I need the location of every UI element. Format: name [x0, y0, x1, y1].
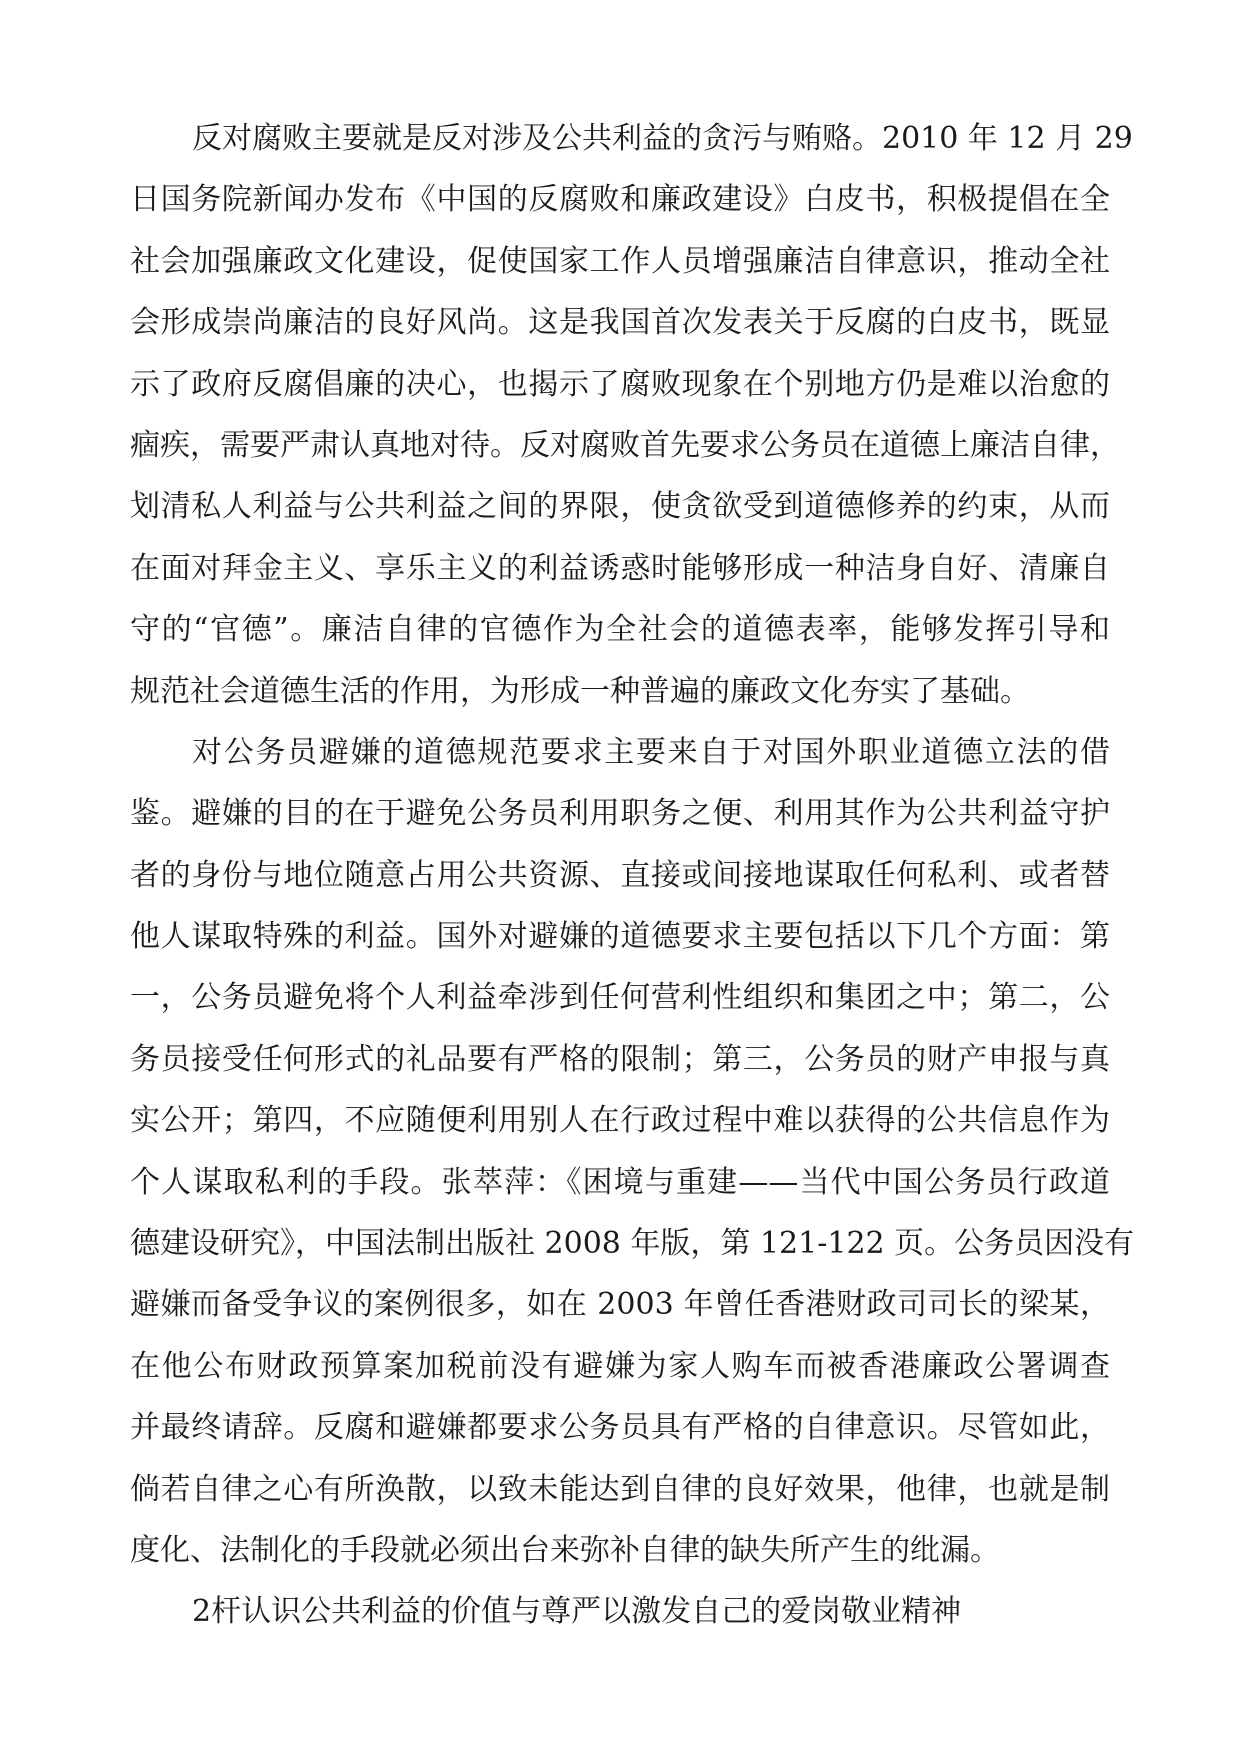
paragraph-1-line-10: 规范社会道德生活的作用，为形成一种普遍的廉政文化夯实了基础。 — [130, 673, 1030, 709]
paragraph-2-line-3: 者的身份与地位随意占用公共资源、直接或间接地谋取任何私利、或者替 — [130, 857, 1110, 893]
paragraph-2-line-5: 一，公务员避免将个人利益牵涉到任何营利性组织和集团之中；第二，公 — [130, 980, 1110, 1016]
paragraph-1-line-2: 日国务院新闻办发布《中国的反腐败和廉政建设》白皮书，积极提倡在全 — [130, 182, 1110, 218]
paragraph-2-line-9: 德建设研究》，中国法制出版社 2008 年版，第 121-122 页。公务员因没有 — [130, 1226, 1135, 1262]
paragraph-2-line-4: 他人谋取特殊的利益。国外对避嫌的道德要求主要包括以下几个方面：第 — [130, 919, 1110, 955]
paragraph-2-line-14: 度化、法制化的手段就必须出台来弥补自律的缺失所产生的纰漏。 — [130, 1532, 1000, 1568]
paragraph-1-line-4: 会形成崇尚廉洁的良好风尚。这是我国首次发表关于反腐的白皮书，既显 — [130, 305, 1110, 341]
paragraph-1-line-7: 划清私人利益与公共利益之间的界限，使贪欲受到道德修养的约束，从而 — [130, 489, 1110, 525]
paragraph-2-line-1: 对公务员避嫌的道德规范要求主要来自于对国外职业道德立法的借 — [192, 734, 1110, 770]
paragraph-2-line-12: 并最终请辞。反腐和避嫌都要求公务员具有严格的自律意识。尽管如此， — [130, 1410, 1110, 1446]
paragraph-2-line-13: 倘若自律之心有所涣散，以致未能达到自律的良好效果，他律，也就是制 — [130, 1471, 1110, 1507]
paragraph-2-line-8: 个人谋取私利的手段。张萃萍：《困境与重建——当代中国公务员行政道 — [130, 1164, 1110, 1200]
document-body — [130, 108, 1135, 1643]
paragraph-1-line-5: 示了政府反腐倡廉的决心，也揭示了腐败现象在个别地方仍是难以治愈的 — [130, 366, 1110, 402]
paragraph-1-line-3: 社会加强廉政文化建设，促使国家工作人员增强廉洁自律意识，推动全社 — [130, 243, 1110, 279]
paragraph-2-line-7: 实公开；第四，不应随便利用别人在行政过程中难以获得的公共信息作为 — [130, 1103, 1110, 1139]
paragraph-2-line-10: 避嫌而备受争议的案例很多，如在 2003 年曾任香港财政司司长的梁某， — [130, 1287, 1110, 1323]
paragraph-1-line-6: 痼疾，需要严肃认真地对待。反对腐败首先要求公务员在道德上廉洁自律， — [130, 427, 1120, 463]
paragraph-2-line-11: 在他公布财政预算案加税前没有避嫌为家人购车而被香港廉政公署调查 — [130, 1348, 1110, 1384]
section-heading: 2杆认识公共利益的价值与尊严以激发自己的爱岗敬业精神 — [192, 1594, 962, 1630]
paragraph-2-line-2: 鉴。避嫌的目的在于避免公务员利用职务之便、利用其作为公共利益守护 — [130, 796, 1110, 832]
paragraph-1-line-9: 守的“官德”。廉洁自律的官德作为全社会的道德表率，能够发挥引导和 — [130, 612, 1110, 648]
paragraph-1-line-8: 在面对拜金主义、享乐主义的利益诱惑时能够形成一种洁身自好、清廉自 — [130, 550, 1110, 586]
paragraph-1-line-1: 反对腐败主要就是反对涉及公共利益的贪污与贿赂。2010 年 12 月 29 — [192, 121, 1133, 156]
paragraph-2-line-6: 务员接受任何形式的礼品要有严格的限制；第三，公务员的财产申报与真 — [130, 1041, 1110, 1077]
